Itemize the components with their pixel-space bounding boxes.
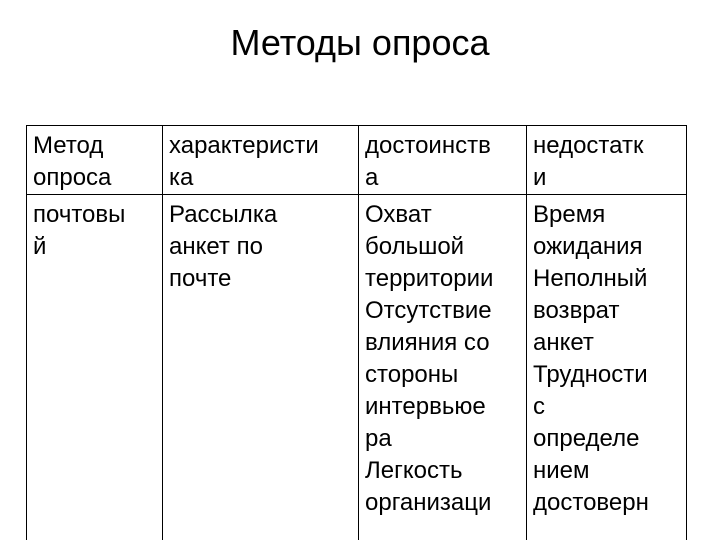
table-header-row [27, 126, 687, 195]
header-cell-method [27, 126, 163, 195]
cell-method [27, 195, 163, 540]
cell-disadvantages [527, 195, 687, 540]
method-text: почтовы й [33, 201, 126, 260]
disadvantages-text: Время ожидания Неполный возврат анкет Трудности с определе нием достоверн [533, 201, 649, 516]
header-cell-characteristic [163, 126, 359, 195]
page-title: Методы опроса [230, 22, 490, 63]
header-cell-advantages [359, 126, 527, 195]
advantages-text: Охват большой территории Отсутствие влияния со стороны интервьюе ра Легкость организаци [365, 201, 494, 516]
table-row [27, 195, 687, 540]
header-cell-disadvantages [527, 126, 687, 195]
cell-advantages [359, 195, 527, 540]
header-disadvantages-text: недостатк и [533, 132, 644, 191]
survey-methods-table [26, 125, 687, 540]
header-method-text: Метод опроса [33, 132, 112, 191]
header-advantages-text: достоинств а [365, 132, 491, 191]
cell-characteristic [163, 195, 359, 540]
header-characteristic-text: характеристи ка [169, 132, 319, 191]
characteristic-text: Рассылка анкет по почте [169, 201, 278, 292]
